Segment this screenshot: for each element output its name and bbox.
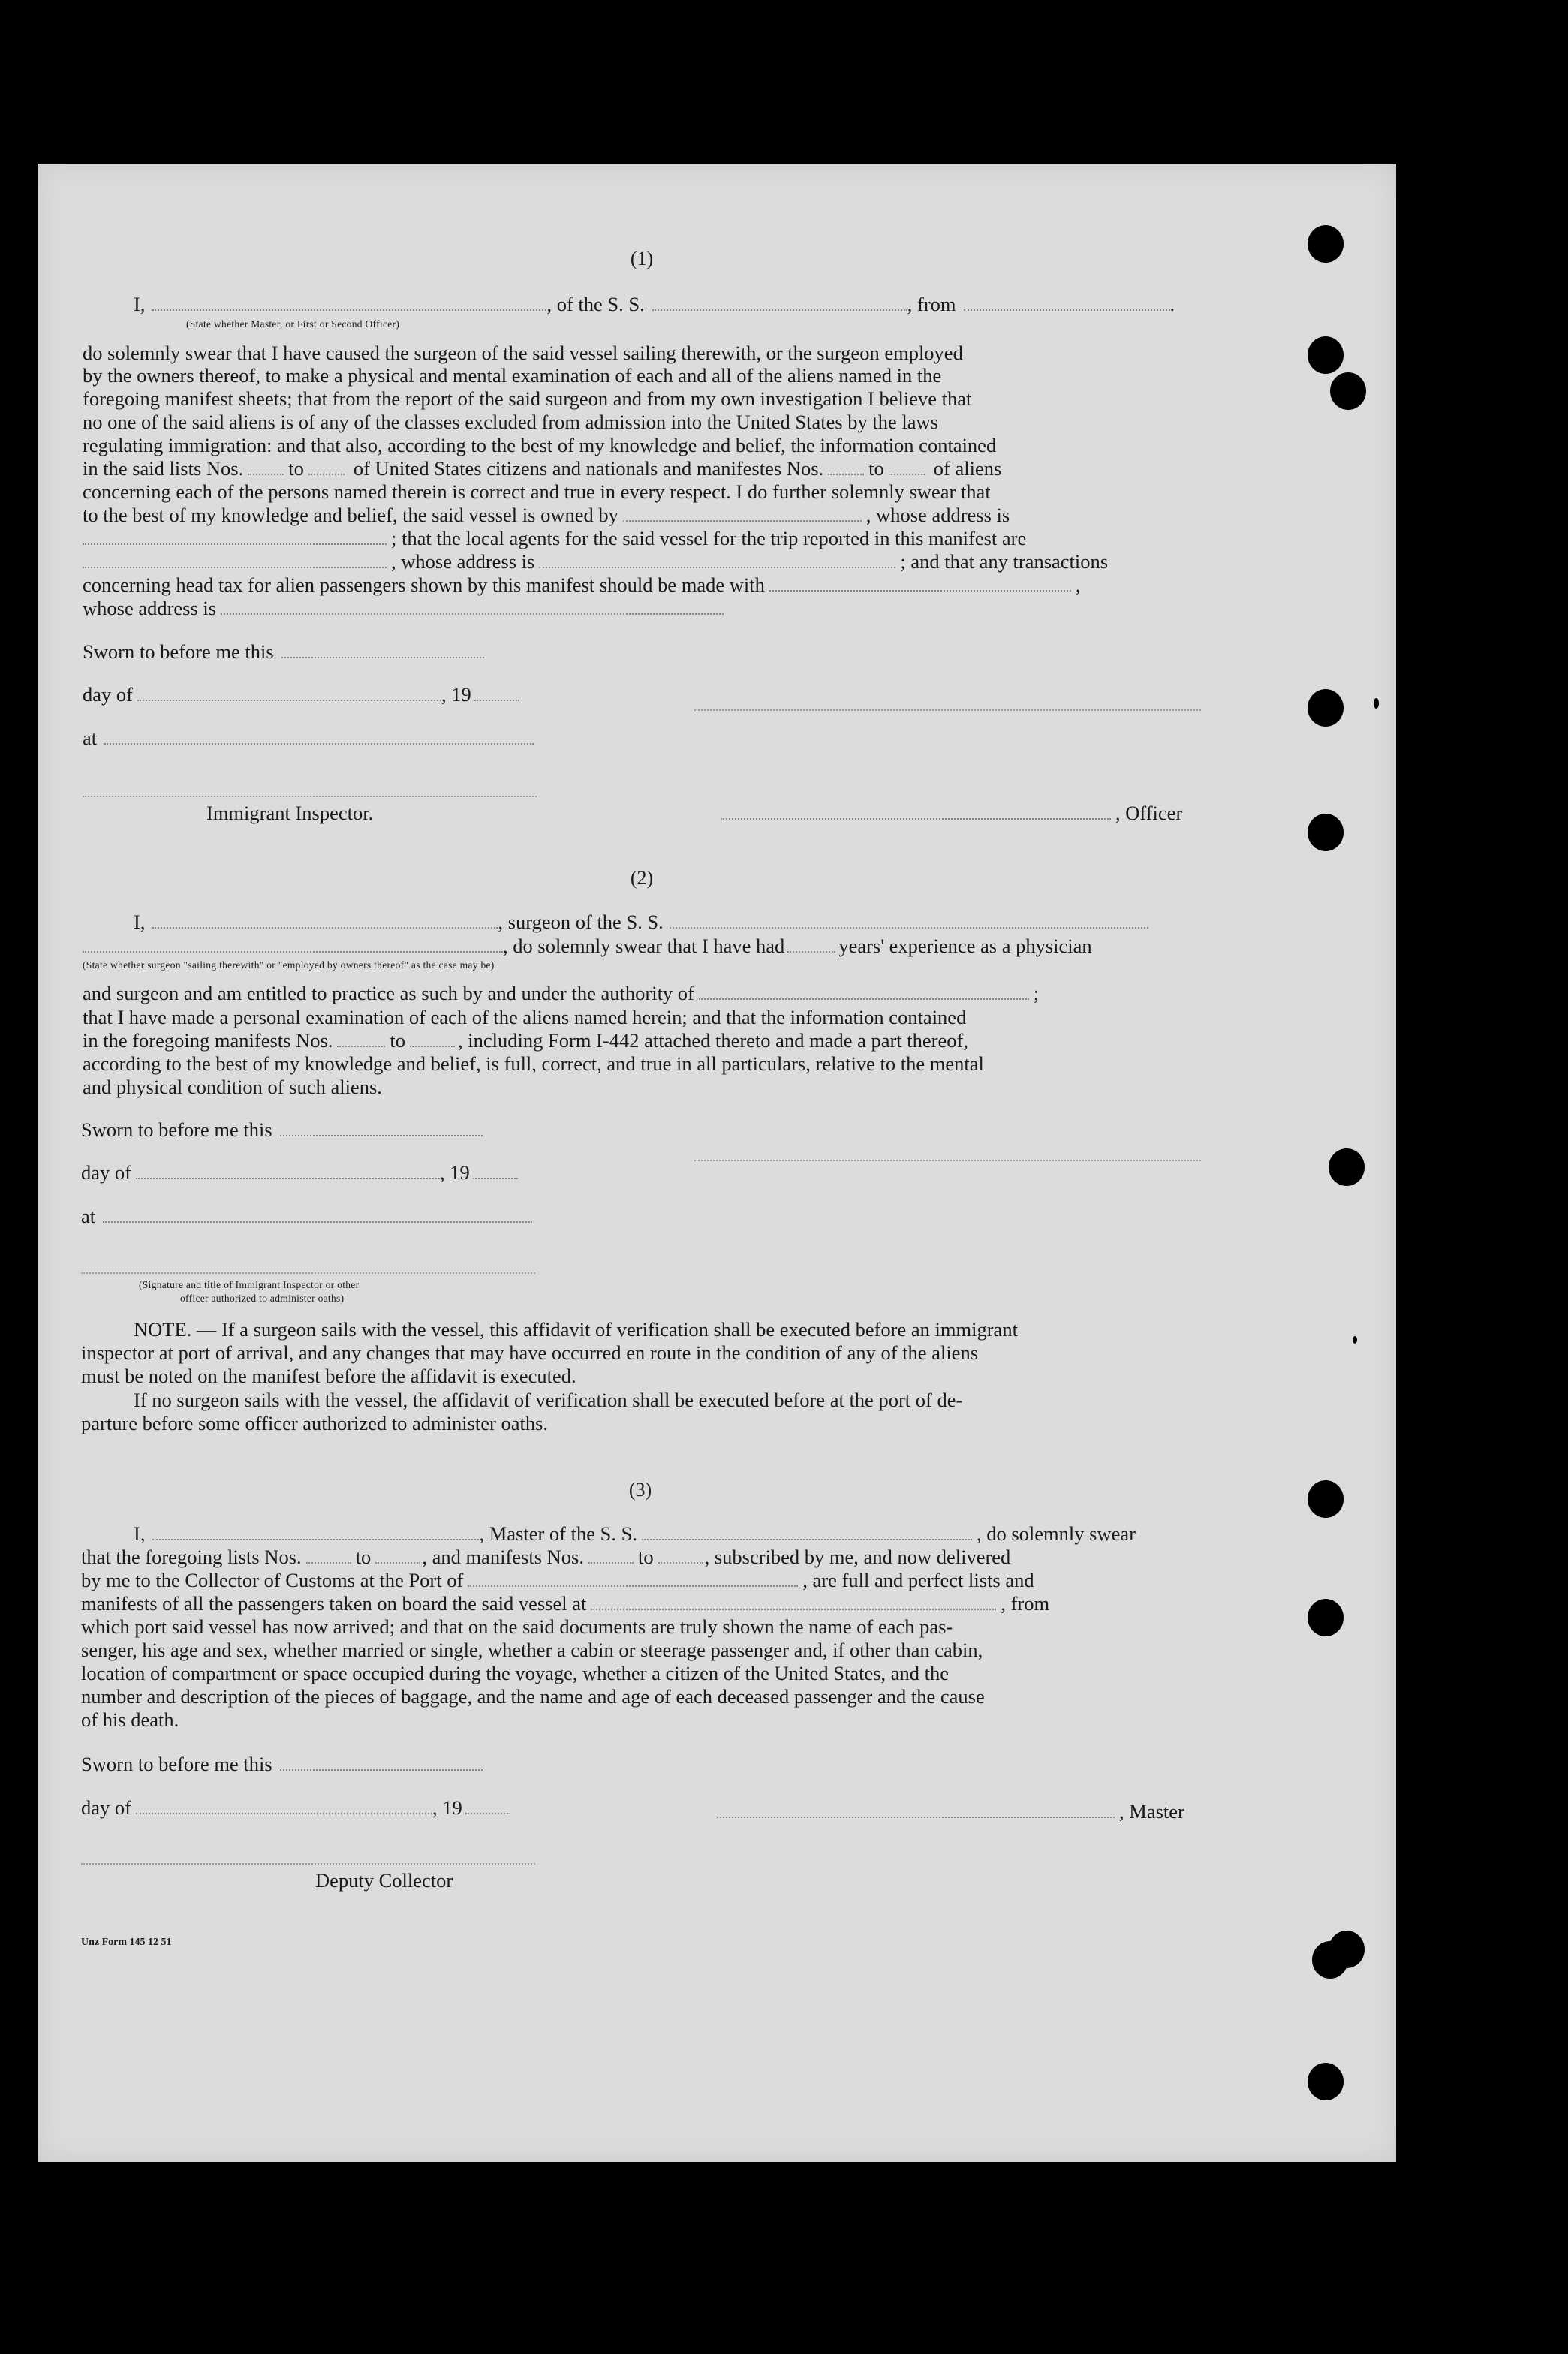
s2-sig-hint: officer authorized to administer oaths) [180,1293,345,1304]
s2-line5: in the foregoing manifests Nos. to , including Form I-442 attached thereto and made a part thereof, [83,1029,968,1052]
owner-field[interactable] [623,505,862,522]
embark-port-field[interactable] [591,1594,996,1610]
s1-inspector: Immigrant Inspector. [206,802,374,824]
list-to-field[interactable] [308,459,345,475]
s1-para-1: by the owners thereof, to make a physical and mental examination of each and all of the aliens named in the [83,364,942,387]
s3-master: , Master [717,1800,1184,1823]
s2-line2: , do solemnly swear that I have had years' experience as a physician [83,935,1092,957]
s2-hint: (State whether surgeon "sailing therewith" or "employed by owners thereof" as the case may be) [83,959,495,971]
year-field[interactable] [465,1798,510,1814]
s1-line12: whose address is [83,597,724,619]
sworn-date-field[interactable] [280,1754,483,1771]
s1-line9: ; that the local agents for the said vessel for the trip reported in this manifest are [83,527,1026,549]
surgeon-name-field[interactable] [152,912,498,929]
day-field[interactable] [136,1163,440,1179]
s1-line10: , whose address is ; and that any transactions [83,550,1108,573]
s1-sworn: Sworn to before me this [83,640,484,663]
note-line: inspector at port of arrival, and any changes that may have occurred en route in the condition of any of the aliens [81,1341,979,1364]
s3-line3: by me to the Collector of Customs at the Port of , are full and perfect lists and [81,1569,1034,1591]
s3-deputy: Deputy Collector [315,1869,453,1892]
surgeon-status-field[interactable] [83,936,503,953]
form-number: Unz Form 145 12 51 [81,1937,172,1948]
punch-hole [1308,689,1344,727]
speck [1374,698,1379,709]
s2-line6: according to the best of my knowledge and belief, is full, correct, and true in all particulars, relative to the mental [83,1052,984,1075]
agents-address-field[interactable] [539,552,895,568]
years-field[interactable] [787,936,835,953]
name-field[interactable] [152,294,546,311]
punch-hole [1329,1148,1365,1186]
manifest-from-field[interactable] [828,459,864,475]
list-to-field[interactable] [375,1547,420,1564]
note-line: parture before some officer authorized to administer oaths. [81,1412,549,1434]
punch-hole [1308,225,1344,263]
s2-line4: that I have made a personal examination of each of the aliens named herein; and that the information contained [83,1006,967,1028]
inspector-signature-line[interactable] [83,796,537,797]
signature-line[interactable] [694,709,1201,711]
s1-line8: to the best of my knowledge and belief, the said vessel is owned by , whose address is [83,504,1010,526]
sworn-date-field[interactable] [281,642,484,658]
vessel-field[interactable] [642,1524,972,1540]
note-line: NOTE. — If a surgeon sails with the vessel, this affidavit of verification shall be executed before an immigrant [134,1318,1018,1341]
master-signature-field[interactable] [717,1802,1115,1818]
list-from-field[interactable] [306,1547,351,1564]
note-line: If no surgeon sails with the vessel, the affidavit of verification shall be executed before at the port of de- [134,1389,963,1411]
s2-line3: and surgeon and am entitled to practice as such by and under the authority of ; [83,982,1040,1004]
port-field[interactable] [468,1570,798,1587]
speck [1353,1336,1357,1344]
s1-hint: (State whether Master, or First or Second Officer) [186,318,400,330]
punch-hole [1308,814,1344,851]
s3-para: senger, his age and sex, whether married or single, whether a cabin or steerage passenger and, if other than cabin, [81,1639,983,1661]
year-field[interactable] [474,685,519,701]
head-tax-field[interactable] [769,575,1071,592]
manifest-to-field[interactable] [889,459,925,475]
manifest-to-field[interactable] [658,1547,703,1564]
head-tax-address-field[interactable] [221,598,724,615]
s1-para-3: no one of the said aliens is of any of the classes excluded from admission into the United States by the laws [83,411,938,433]
s2-sworn: Sworn to before me this [81,1118,483,1141]
s2-line7: and physical condition of such aliens. [83,1076,382,1098]
s1-para-2: foregoing manifest sheets; that from the report of the said surgeon and from my own investigation I believe that [83,387,972,410]
s2-line1: I, , surgeon of the S. S. [134,911,1148,933]
deputy-signature-line[interactable] [81,1863,535,1865]
from-field[interactable] [964,294,1170,311]
punch-hole [1330,372,1366,410]
at-field[interactable] [103,1206,532,1223]
s1-officer: , Officer [721,802,1182,824]
s3-sworn: Sworn to before me this [81,1753,483,1775]
sworn-date-field[interactable] [280,1120,483,1136]
s1-para-0: do solemnly swear that I have caused the surgeon of the said vessel sailing therewith, or the surgeon employed [83,342,963,364]
vessel-field[interactable] [652,294,907,311]
s2-at: at [81,1205,532,1227]
s1-day-of: day of , 19 [83,683,519,706]
day-field[interactable] [137,685,441,701]
s3-para: location of compartment or space occupied during the voyage, whether a citizen of the United States, and the [81,1662,950,1684]
punch-hole [1329,1931,1365,1968]
agents-field[interactable] [83,552,387,568]
s1-line6: in the said lists Nos. to of United States citizens and nationals and manifestes Nos. to of aliens [83,457,1002,480]
at-field[interactable] [104,728,534,745]
section-number: (2) [630,867,654,889]
s3-para: which port said vessel has now arrived; and that on the said documents are truly shown the name of each pas- [81,1615,953,1638]
punch-hole [1308,1480,1344,1518]
section-number: (1) [630,248,654,269]
s3-line2: that the foregoing lists Nos. to , and manifests Nos. to , subscribed by me, and now delivered [81,1546,1011,1568]
s3-line1: I, , Master of the S. S. , do solemnly swear [134,1522,1136,1545]
master-name-field[interactable] [152,1524,479,1540]
manifest-from-field[interactable] [337,1031,385,1047]
s2-sig-hint: (Signature and title of Immigrant Inspector or other [139,1279,360,1290]
s3-para: of his death. [81,1708,179,1731]
officer-field[interactable] [721,803,1111,820]
vessel-field[interactable] [670,912,1148,929]
day-field[interactable] [136,1798,432,1814]
authority-field[interactable] [699,983,1029,1000]
s3-day-of: day of , 19 [81,1796,510,1819]
punch-hole [1308,1599,1344,1636]
section-number: (3) [628,1479,652,1501]
s3-para: number and description of the pieces of baggage, and the name and age of each deceased passenger and the cause [81,1685,985,1708]
s1-line1: I, , of the S. S. , from . [134,293,1175,315]
signature-line[interactable] [694,1160,1201,1161]
list-from-field[interactable] [248,459,284,475]
manifest-from-field[interactable] [588,1547,634,1564]
s1-line7: concerning each of the persons named therein is correct and true in every respect. I do further solemnly swear that [83,480,991,503]
year-field[interactable] [473,1163,518,1179]
punch-hole [1308,2063,1344,2100]
note-line: must be noted on the manifest before the affidavit is executed. [81,1365,576,1387]
inspector-signature-line[interactable] [81,1272,535,1274]
s1-at: at [83,727,534,749]
s1-line11: concerning head tax for alien passengers shown by this manifest should be made with , [83,573,1081,596]
punch-hole [1308,336,1344,374]
s1-para-4: regulating immigration: and that also, according to the best of my knowledge and belief, the information contained [83,434,997,456]
manifest-to-field[interactable] [410,1031,455,1047]
s3-line4: manifests of all the passengers taken on board the said vessel at , from [81,1592,1050,1615]
s2-day-of: day of , 19 [81,1161,518,1184]
owner-address-field[interactable] [83,528,387,545]
